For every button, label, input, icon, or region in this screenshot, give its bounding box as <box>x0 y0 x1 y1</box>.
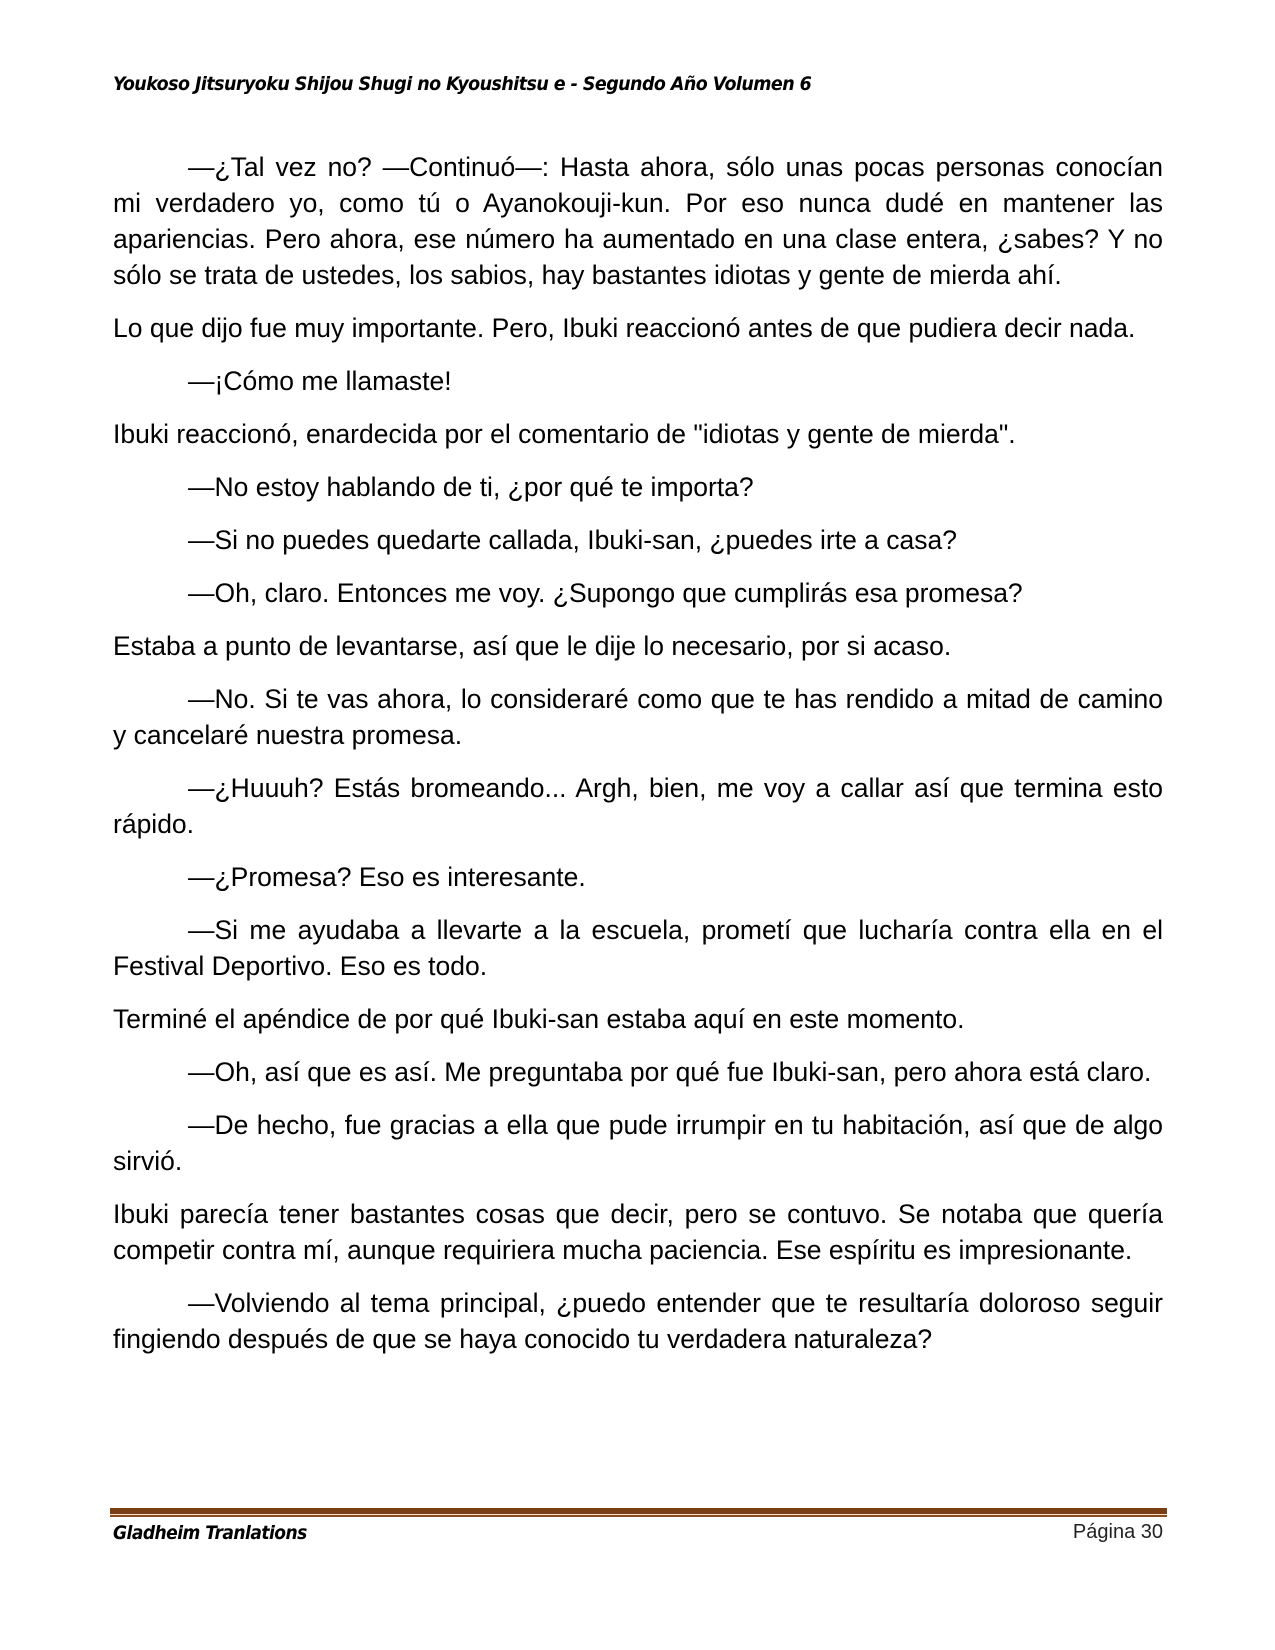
paragraph: —Si me ayudaba a llevarte a la escuela, prometí que lucharía contra ella en el Festival Deportivo. Eso es todo. <box>113 915 1163 981</box>
page-header-title: Youkoso Jitsuryoku Shijou Shugi no Kyoushitsu e - Segundo Año Volumen 6 <box>113 73 812 95</box>
paragraph: —¿Promesa? Eso es interesante. <box>188 862 586 892</box>
document-body <box>113 149 1163 1374</box>
paragraph: —No estoy hablando de ti, ¿por qué te importa? <box>188 472 754 502</box>
paragraph: —Si no puedes quedarte callada, Ibuki-san, ¿puedes irte a casa? <box>188 525 957 555</box>
paragraph: —¡Cómo me llamaste! <box>188 366 452 396</box>
paragraph: Terminé el apéndice de por qué Ibuki-san estaba aquí en este momento. <box>113 1004 965 1034</box>
paragraph: —De hecho, fue gracias a ella que pude irrumpir en tu habitación, así que de algo sirvió. <box>113 1110 1163 1176</box>
paragraph: Lo que dijo fue muy importante. Pero, Ibuki reaccionó antes de que pudiera decir nada. <box>113 313 1136 343</box>
footer-divider-thin <box>110 1515 1167 1517</box>
paragraph: Ibuki parecía tener bastantes cosas que decir, pero se contuvo. Se notaba que quería competir contra mí, aunque requiriera mucha paciencia. Ese espíritu es impresionante. <box>113 1199 1163 1265</box>
paragraph: —No. Si te vas ahora, lo consideraré como que te has rendido a mitad de camino y cancelaré nuestra promesa. <box>113 684 1163 750</box>
paragraph: —¿Huuuh? Estás bromeando... Argh, bien, me voy a callar así que termina esto rápido. <box>113 773 1163 839</box>
footer-divider <box>110 1508 1167 1517</box>
paragraph: Ibuki reaccionó, enardecida por el comentario de "idiotas y gente de mierda". <box>113 419 1016 449</box>
paragraph: —¿Tal vez no? —Continuó—: Hasta ahora, sólo unas pocas personas conocían mi verdadero yo, como tú o Ayanokouji-kun. Por eso nunca dudé en mantener las apariencias. Pero ahora, ese número ha aumentado en una clase entera, ¿sabes? Y no sólo se trata de ustedes, los sabios, hay bastantes idiotas y gente de mierda ahí. <box>113 152 1163 290</box>
paragraph: —Oh, así que es así. Me preguntaba por qué fue Ibuki-san, pero ahora está claro. <box>188 1057 1152 1087</box>
page-number: Página 30 <box>1072 1521 1163 1543</box>
paragraph: Estaba a punto de levantarse, así que le dije lo necesario, por si acaso. <box>113 631 952 661</box>
paragraph: —Volviendo al tema principal, ¿puedo entender que te resultaría doloroso seguir fingiendo después de que se haya conocido tu verdadera naturaleza? <box>113 1288 1163 1354</box>
paragraph: —Oh, claro. Entonces me voy. ¿Supongo que cumplirás esa promesa? <box>188 578 1023 608</box>
footer-translator: Gladheim Tranlations <box>113 1522 307 1544</box>
